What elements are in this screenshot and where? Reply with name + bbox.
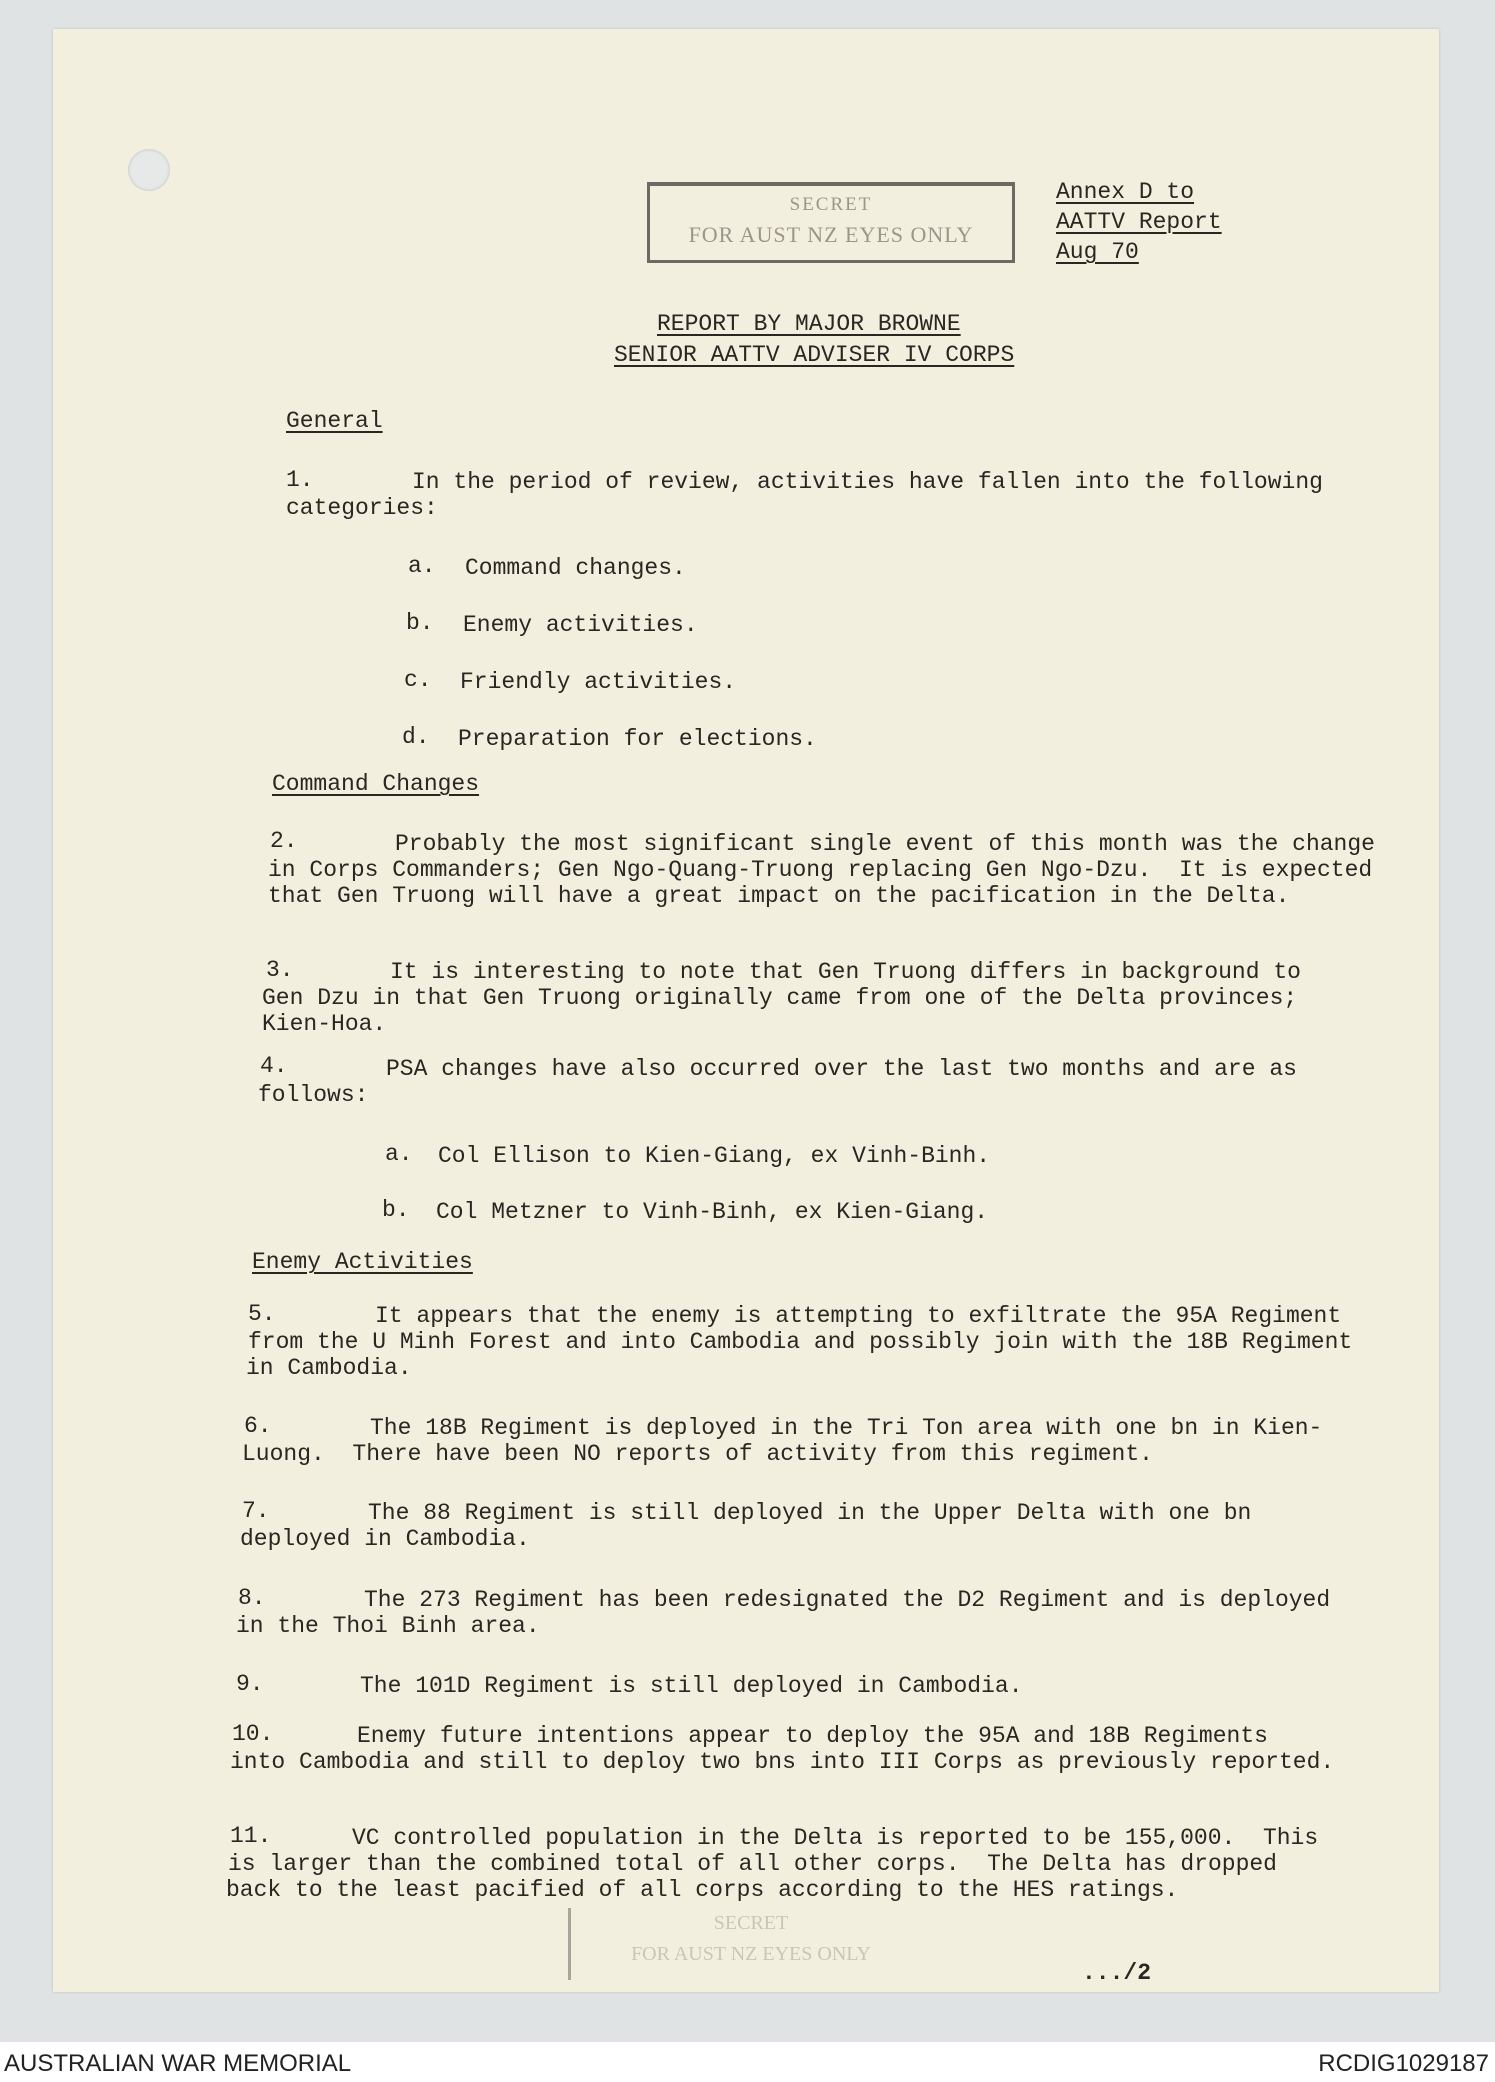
para-line: In the period of review, activities have fallen into the following	[412, 469, 1323, 495]
continuation-marker: .../2	[1082, 1960, 1152, 1986]
stamp-line: FOR AUST NZ EYES ONLY	[688, 222, 974, 247]
para-number: 10.	[232, 1721, 274, 1747]
para-line: Gen Dzu in that Gen Truong originally came from one of the Delta provinces;	[262, 985, 1298, 1011]
report-title: REPORT BY MAJOR BROWNE	[657, 311, 961, 337]
stamp-line: SECRET	[789, 194, 873, 215]
para-line: in Corps Commanders; Gen Ngo-Quang-Truong replacing Gen Ngo-Dzu. It is expected	[268, 857, 1373, 883]
para-number: 6.	[244, 1413, 272, 1439]
list-item: Col Metzner to Vinh-Binh, ex Kien-Giang.	[436, 1199, 989, 1225]
list-item: Enemy activities.	[463, 612, 698, 638]
para-line: back to the least pacified of all corps according to the HES ratings.	[226, 1877, 1179, 1903]
para-line: deployed in Cambodia.	[240, 1526, 530, 1552]
annex-line: AATTV Report	[1056, 209, 1222, 235]
record-id: RCDIG1029187	[1318, 2050, 1489, 2077]
para-line: that Gen Truong will have a great impact on the pacification in the Delta.	[268, 883, 1290, 909]
list-label: c.	[404, 667, 432, 693]
para-line: Luong. There have been NO reports of activity from this regiment.	[242, 1441, 1153, 1467]
para-line: Probably the most significant single event of this month was the change	[395, 831, 1375, 857]
list-label: d.	[402, 724, 430, 750]
para-line: The 18B Regiment is deployed in the Tri Ton area with one bn in Kien-	[370, 1415, 1323, 1441]
para-number: 9.	[236, 1671, 264, 1697]
para-number: 5.	[248, 1301, 276, 1327]
para-line: is larger than the combined total of all other corps. The Delta has dropped	[228, 1851, 1277, 1877]
para-number: 1.	[286, 467, 314, 493]
para-line: follows:	[258, 1082, 369, 1108]
heading-general: General	[286, 408, 383, 434]
security-stamp-top	[647, 182, 1015, 263]
list-label: a.	[408, 553, 436, 579]
para-number: 8.	[238, 1585, 266, 1611]
punch-hole	[128, 149, 170, 191]
archive-footer	[0, 2042, 1495, 2082]
report-subtitle: SENIOR AATTV ADVISER IV CORPS	[614, 342, 1015, 368]
para-line: from the U Minh Forest and into Cambodia and possibly join with the 18B Regiment	[248, 1329, 1353, 1355]
list-label: b.	[406, 610, 434, 636]
para-line: PSA changes have also occurred over the last two months and are as	[386, 1056, 1297, 1082]
para-line: Kien-Hoa.	[262, 1011, 387, 1037]
security-stamp-bottom	[568, 1908, 931, 1980]
list-label: b.	[382, 1197, 410, 1223]
stamp-line: SECRET	[713, 1912, 789, 1934]
list-item: Command changes.	[465, 555, 686, 581]
para-line: The 273 Regiment has been redesignated the D2 Regiment and is deployed	[364, 1587, 1331, 1613]
para-number: 4.	[260, 1053, 288, 1079]
para-number: 2.	[270, 828, 298, 854]
para-number: 3.	[266, 957, 294, 983]
para-line: It is interesting to note that Gen Truong differs in background to	[390, 959, 1301, 985]
heading-command-changes: Command Changes	[272, 771, 480, 797]
institution-name: AUSTRALIAN WAR MEMORIAL	[4, 2050, 352, 2077]
stamp-line: FOR AUST NZ EYES ONLY	[631, 1943, 871, 1965]
list-item: Friendly activities.	[460, 669, 737, 695]
para-line: It appears that the enemy is attempting to exfiltrate the 95A Regiment	[375, 1303, 1342, 1329]
para-line: in Cambodia.	[246, 1355, 412, 1381]
list-label: a.	[385, 1141, 413, 1167]
para-line: categories:	[286, 495, 438, 521]
para-line: into Cambodia and still to deploy two bns into III Corps as previously reported.	[230, 1749, 1335, 1775]
annex-line: Aug 70	[1056, 239, 1139, 265]
para-number: 11.	[230, 1823, 272, 1849]
para-number: 7.	[242, 1498, 270, 1524]
heading-enemy-activities: Enemy Activities	[252, 1249, 473, 1275]
list-item: Preparation for elections.	[458, 726, 817, 752]
annex-line: Annex D to	[1056, 179, 1195, 205]
list-item: Col Ellison to Kien-Giang, ex Vinh-Binh.	[438, 1143, 991, 1169]
para-line: Enemy future intentions appear to deploy the 95A and 18B Regiments	[357, 1723, 1268, 1749]
para-line: The 88 Regiment is still deployed in the Upper Delta with one bn	[368, 1500, 1252, 1526]
para-line: VC controlled population in the Delta is reported to be 155,000. This	[352, 1825, 1319, 1851]
para-line: in the Thoi Binh area.	[236, 1613, 540, 1639]
para-line: The 101D Regiment is still deployed in Cambodia.	[360, 1673, 1023, 1699]
